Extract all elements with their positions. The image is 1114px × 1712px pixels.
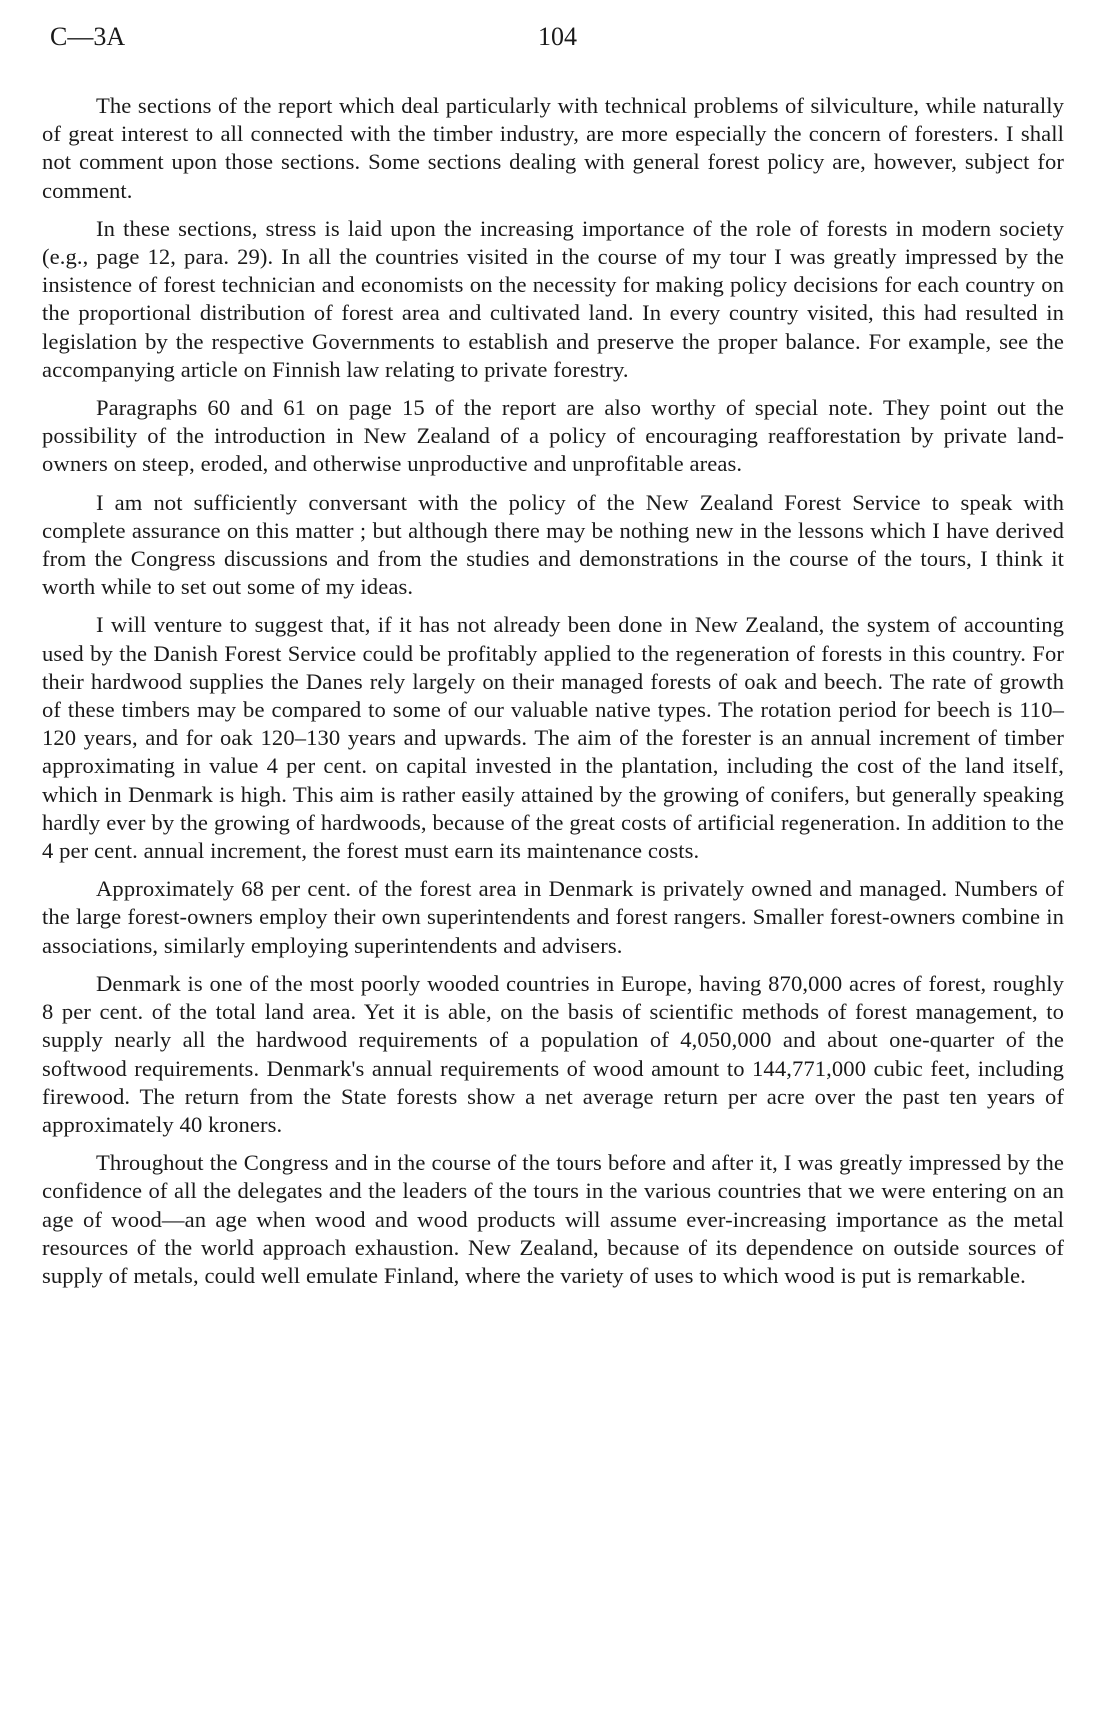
page-number: 104 bbox=[538, 22, 577, 51]
paragraph-7: Denmark is one of the most poorly wooded countries in Europe, having 870,000 acres of forest, roughly 8 per cent. of the total land area. Yet it is able, on the basis of scientific methods of forest management, to supply nearly all the hardwood requirements of a population of 4,050,000 and about one-quarter of the softwood requirements. Denmark's annual requirements of wood amount to 144,771,000 cubic feet, including firewood. The return from the State forests show a net average return per acre over the past ten years of approximately 40 kroners. bbox=[42, 970, 1064, 1137]
paragraph-2: In these sections, stress is laid upon the increasing importance of the role of forests in modern society (e.g., page 12, para. 29). In all the countries visited in the course of my tour I was greatly impressed by the insistence of forest technician and economists on the necessity for making policy decisions for each country on the proportional distribution of forest area and cultivated land. In every country visited, this had resulted in legislation by the respective Governments to establish and preserve the proper balance. For example, see the accompanying article on Finnish law relating to private forestry. bbox=[42, 215, 1064, 382]
page-header bbox=[50, 22, 1060, 62]
document-reference: C—3A bbox=[50, 22, 126, 51]
paragraph-6: Approximately 68 per cent. of the forest area in Denmark is privately owned and managed. Numbers of the large forest-owners employ their own superintendents and forest rangers. Smaller forest-owners combine in associations, similarly employing superintendents and advisers. bbox=[42, 876, 1064, 958]
paragraph-5: I will venture to suggest that, if it has not already been done in New Zealand, the system of accounting used by the Danish Forest Service could be profitably applied to the regeneration of forests in this country. For their hardwood supplies the Danes rely largely on their managed forests of oak and beech. The rate of growth of these timbers may be compared to some of our valuable native types. The rotation period for beech is 110–120 years, and for oak 120–130 years and upwards. The aim of the forester is an annual increment of timber approximating in value 4 per cent. on capital invested in the plantation, including the cost of the land itself, which in Denmark is high. This aim is rather easily attained by the growing of conifers, but generally speaking hardly ever by the growing of hardwoods, because of the great costs of artificial regeneration. In addition to the 4 per cent. annual increment, the forest must earn its maintenance costs. bbox=[42, 612, 1064, 864]
paragraph-3: Paragraphs 60 and 61 on page 15 of the report are also worthy of special note. They point out the possibility of the introduction in New Zealand of a policy of encouraging reafforestation by private land-owners on steep, eroded, and otherwise unproductive and unprofitable areas. bbox=[42, 395, 1064, 477]
paragraph-4: I am not sufficiently conversant with the policy of the New Zealand Forest Service to speak with complete assurance on this matter ; but although there may be nothing new in the lessons which I have derived from the Congress discussions and from the studies and demonstrations in the course of the tours, I think it worth while to set out some of my ideas. bbox=[42, 489, 1064, 600]
paragraph-8: Throughout the Congress and in the course of the tours before and after it, I was greatly impressed by the confidence of all the delegates and the leaders of the tours in the various countries that we were entering on an age of wood—an age when wood and wood products will assume ever-increasing importance as the metal resources of the world approach exhaustion. New Zealand, because of its dependence on outside sources of supply of metals, could well emulate Finland, where the variety of uses to which wood is put is remarkable. bbox=[42, 1150, 1064, 1288]
paragraph-1: The sections of the report which deal particularly with technical problems of silviculture, while naturally of great interest to all connected with the timber industry, are more especially the concern of foresters. I shall not comment upon those sections. Some sections dealing with general forest policy are, however, subject for comment. bbox=[42, 93, 1064, 203]
body-text bbox=[42, 92, 1064, 1300]
